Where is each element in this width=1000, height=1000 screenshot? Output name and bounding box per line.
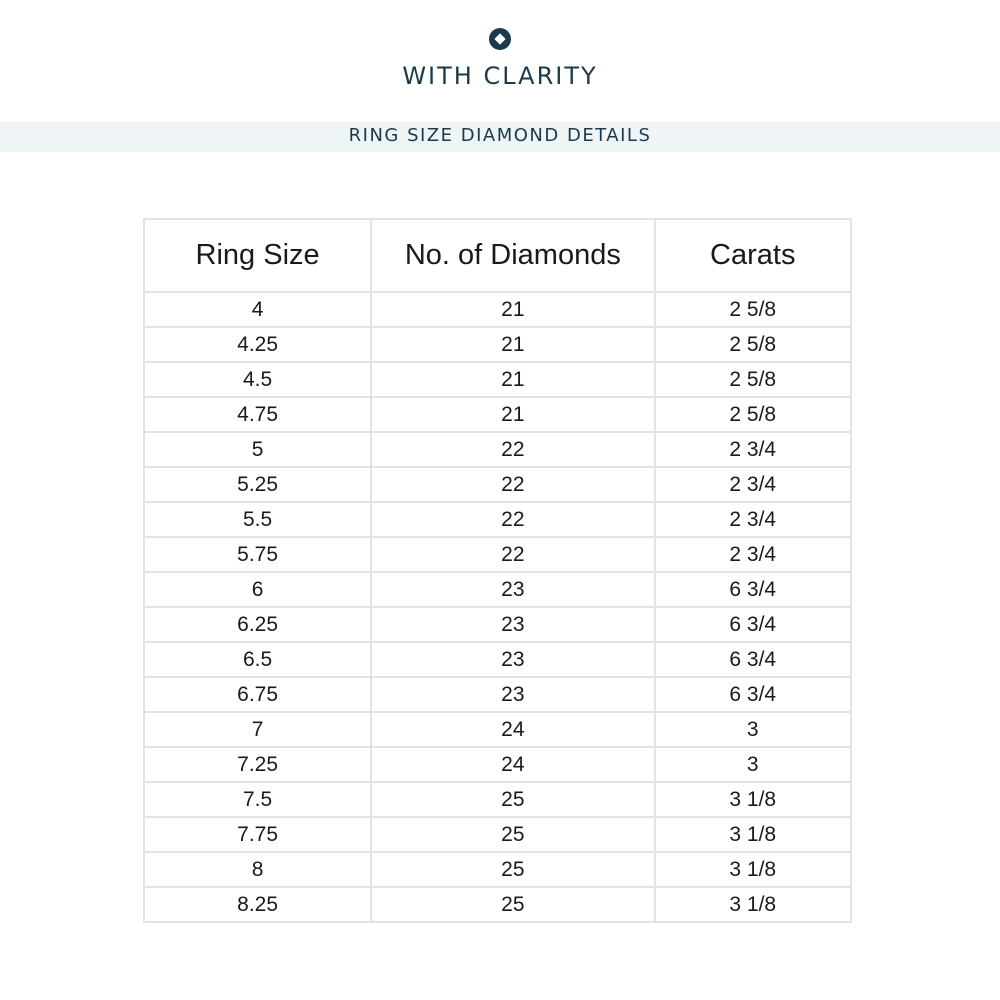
cell-carats: 6 3/4 bbox=[655, 607, 852, 642]
page-title: RING SIZE DIAMOND DETAILS bbox=[348, 125, 652, 146]
table-row bbox=[144, 362, 851, 397]
cell-carats: 3 bbox=[655, 712, 852, 747]
header-carats: Carats bbox=[655, 219, 852, 292]
cell-carats: 2 5/8 bbox=[655, 292, 852, 327]
table-row bbox=[144, 572, 851, 607]
table-row bbox=[144, 887, 851, 922]
ring-size-table bbox=[143, 218, 852, 923]
cell-no-of-diamonds: 22 bbox=[371, 432, 654, 467]
cell-ring-size: 4 bbox=[144, 292, 371, 327]
cell-carats: 3 1/8 bbox=[655, 852, 852, 887]
cell-no-of-diamonds: 23 bbox=[371, 642, 654, 677]
cell-ring-size: 6.5 bbox=[144, 642, 371, 677]
table-body bbox=[144, 292, 851, 922]
table-header-row bbox=[144, 219, 851, 292]
cell-carats: 2 5/8 bbox=[655, 362, 852, 397]
cell-no-of-diamonds: 22 bbox=[371, 537, 654, 572]
table-row bbox=[144, 852, 851, 887]
cell-ring-size: 5.5 bbox=[144, 502, 371, 537]
cell-carats: 2 3/4 bbox=[655, 537, 852, 572]
cell-no-of-diamonds: 22 bbox=[371, 467, 654, 502]
cell-carats: 2 3/4 bbox=[655, 502, 852, 537]
cell-carats: 2 5/8 bbox=[655, 397, 852, 432]
cell-no-of-diamonds: 24 bbox=[371, 712, 654, 747]
table-row bbox=[144, 642, 851, 677]
cell-ring-size: 7.75 bbox=[144, 817, 371, 852]
table-row bbox=[144, 782, 851, 817]
cell-ring-size: 5.75 bbox=[144, 537, 371, 572]
cell-ring-size: 7.25 bbox=[144, 747, 371, 782]
cell-ring-size: 5 bbox=[144, 432, 371, 467]
table-row bbox=[144, 677, 851, 712]
cell-carats: 6 3/4 bbox=[655, 677, 852, 712]
table-row bbox=[144, 747, 851, 782]
cell-carats: 3 bbox=[655, 747, 852, 782]
cell-carats: 3 1/8 bbox=[655, 817, 852, 852]
cell-ring-size: 8 bbox=[144, 852, 371, 887]
table-row bbox=[144, 817, 851, 852]
cell-no-of-diamonds: 25 bbox=[371, 887, 654, 922]
cell-no-of-diamonds: 25 bbox=[371, 852, 654, 887]
header-ring-size: Ring Size bbox=[144, 219, 371, 292]
cell-carats: 6 3/4 bbox=[655, 572, 852, 607]
cell-no-of-diamonds: 22 bbox=[371, 502, 654, 537]
table-row bbox=[144, 712, 851, 747]
cell-carats: 2 5/8 bbox=[655, 327, 852, 362]
table-row bbox=[144, 537, 851, 572]
cell-ring-size: 4.25 bbox=[144, 327, 371, 362]
cell-no-of-diamonds: 21 bbox=[371, 362, 654, 397]
cell-no-of-diamonds: 21 bbox=[371, 327, 654, 362]
diamond-logo-icon bbox=[489, 28, 511, 50]
table-row bbox=[144, 397, 851, 432]
cell-carats: 3 1/8 bbox=[655, 887, 852, 922]
cell-no-of-diamonds: 24 bbox=[371, 747, 654, 782]
table-row bbox=[144, 467, 851, 502]
cell-ring-size: 7 bbox=[144, 712, 371, 747]
table-row bbox=[144, 292, 851, 327]
cell-ring-size: 6.75 bbox=[144, 677, 371, 712]
cell-no-of-diamonds: 21 bbox=[371, 397, 654, 432]
cell-carats: 6 3/4 bbox=[655, 642, 852, 677]
cell-no-of-diamonds: 25 bbox=[371, 782, 654, 817]
cell-no-of-diamonds: 21 bbox=[371, 292, 654, 327]
brand-name: WITH CLARITY bbox=[402, 62, 598, 90]
table-row bbox=[144, 607, 851, 642]
cell-ring-size: 4.5 bbox=[144, 362, 371, 397]
cell-ring-size: 6.25 bbox=[144, 607, 371, 642]
header-no-of-diamonds: No. of Diamonds bbox=[371, 219, 654, 292]
cell-ring-size: 4.75 bbox=[144, 397, 371, 432]
cell-carats: 2 3/4 bbox=[655, 467, 852, 502]
cell-no-of-diamonds: 23 bbox=[371, 607, 654, 642]
cell-ring-size: 7.5 bbox=[144, 782, 371, 817]
table-row bbox=[144, 432, 851, 467]
table-row bbox=[144, 327, 851, 362]
cell-carats: 3 1/8 bbox=[655, 782, 852, 817]
cell-ring-size: 6 bbox=[144, 572, 371, 607]
cell-no-of-diamonds: 23 bbox=[371, 572, 654, 607]
cell-no-of-diamonds: 25 bbox=[371, 817, 654, 852]
table-row bbox=[144, 502, 851, 537]
cell-ring-size: 5.25 bbox=[144, 467, 371, 502]
cell-carats: 2 3/4 bbox=[655, 432, 852, 467]
cell-no-of-diamonds: 23 bbox=[371, 677, 654, 712]
cell-ring-size: 8.25 bbox=[144, 887, 371, 922]
